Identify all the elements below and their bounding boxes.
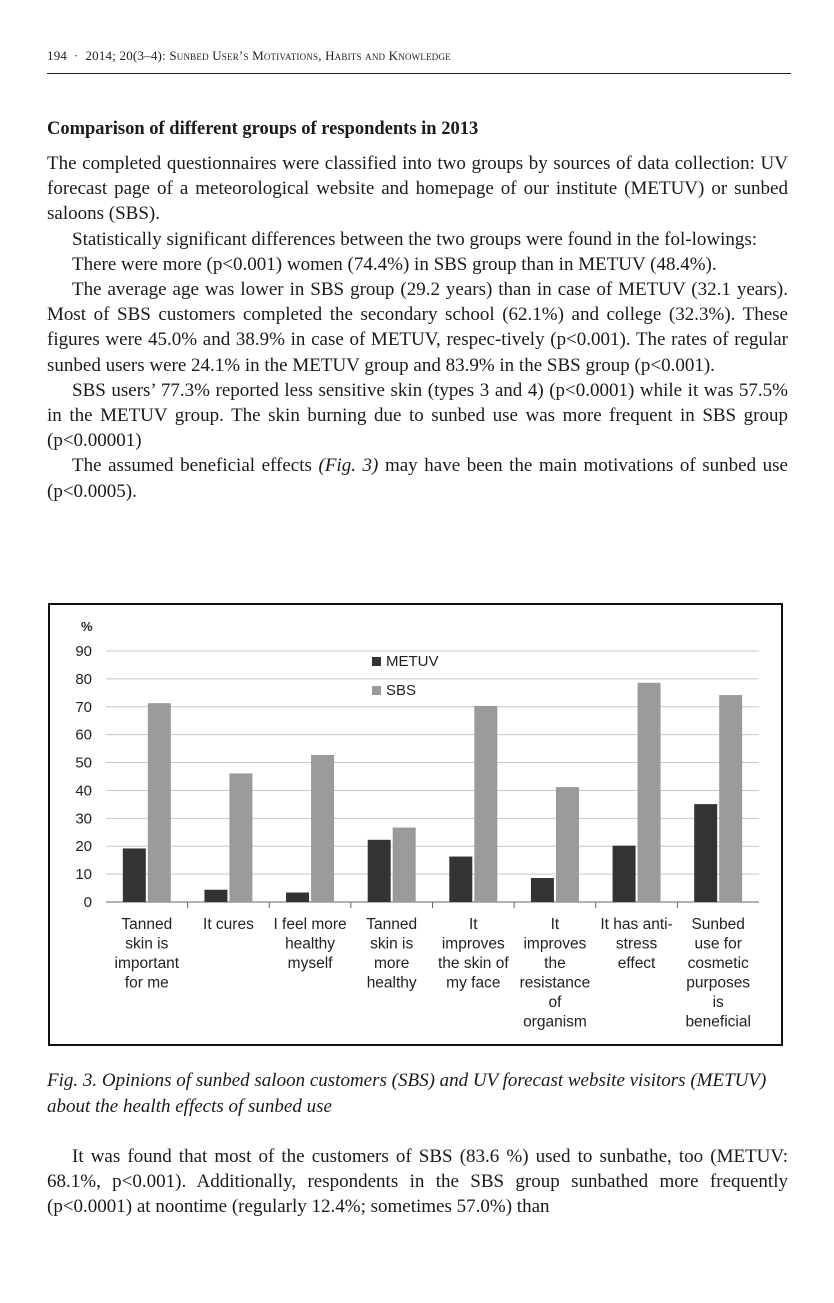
category-label: beneficial <box>685 1013 751 1031</box>
y-axis-unit-label: % <box>81 619 93 634</box>
category-label: for me <box>124 974 169 992</box>
category-label: use for <box>694 935 742 953</box>
category-label: effect <box>617 955 656 972</box>
category-label: Sunbed <box>691 916 745 933</box>
bar-metuv <box>204 890 227 902</box>
category-label: more <box>374 955 410 972</box>
bar-metuv <box>368 840 391 902</box>
figure-caption: Fig. 3. Opinions of sunbed saloon customers (SBS) and UV forecast website visitors (METUV) about the health effects of sunbed use <box>47 1070 767 1117</box>
bar-metuv <box>694 804 717 902</box>
paragraph: It was found that most of the customers of SBS (83.6 %) used to sunbathe, too (METUV: 68.1%, p<0.001). Additionally, respondents in the SBS group sunbathed more frequently (p<0.0001) at noontime (regularly 12.4%; sometimes 57.0%) than <box>47 1146 788 1218</box>
category-label: cosmetic <box>687 955 749 972</box>
y-tick-label: 40 <box>75 782 92 800</box>
paragraph-figure-reference <box>47 453 788 503</box>
category-label: resistance <box>519 974 591 992</box>
header-separator: · <box>74 48 79 63</box>
category-label: skin is <box>125 935 169 953</box>
body-text-bottom <box>47 1144 788 1220</box>
bar-metuv <box>123 848 146 902</box>
category-label: the skin of <box>437 955 509 972</box>
running-title: Sunbed User’s Motivations, Habits and Knowledge <box>169 48 451 63</box>
section-title: Comparison of different groups of respondents in 2013 <box>47 119 479 139</box>
paragraph: Statistically significant differences between the two groups were found in the fol-lowings: <box>72 228 758 250</box>
category-label: Tanned <box>121 916 173 933</box>
bar-sbs <box>148 703 171 902</box>
running-header <box>47 48 791 64</box>
category-label: organism <box>523 1013 587 1031</box>
category-label: improves <box>441 935 505 953</box>
body-text-top <box>47 151 788 504</box>
bar-sbs <box>556 787 579 902</box>
category-label: skin is <box>370 935 414 953</box>
page-number: 194 <box>47 48 68 63</box>
category-label: of <box>548 994 562 1011</box>
category-label: Tanned <box>366 916 418 933</box>
y-tick-label: 50 <box>75 754 92 772</box>
y-tick-label: 60 <box>75 726 92 744</box>
bar-sbs <box>311 755 334 902</box>
category-label: It cures <box>203 916 254 933</box>
y-tick-label: 30 <box>75 810 92 828</box>
y-tick-label: 0 <box>83 894 92 911</box>
category-label: improves <box>523 935 587 953</box>
header-rule <box>47 73 791 74</box>
category-label: my face <box>446 974 501 992</box>
category-label: healthy <box>285 935 336 953</box>
category-label: is <box>712 994 724 1011</box>
category-label: healthy <box>366 974 417 992</box>
bar-sbs <box>719 695 742 902</box>
paragraph: The average age was lower in SBS group (29.2 years) than in case of METUV (32.1 years). Most of SBS customers completed the secondary school (62.1%) and college (32.3%). These figures were 45.0% and 38.9% in case of METUV, respec-tively (p<0.001). The rates of regular sunbed users were 24.1% in the METUV group and 83.9% in the SBS group (p<0.001). <box>47 279 788 376</box>
category-label: It <box>550 916 560 933</box>
y-tick-label: 10 <box>75 866 92 884</box>
paragraph: SBS users’ 77.3% reported less sensitive skin (types 3 and 4) (p<0.0001) while it was 57.5% in the METUV group. The skin burning due to sunbed use was more frequent in SBS group (p<0.00001) <box>47 379 788 452</box>
bar-metuv <box>613 846 636 902</box>
figure-3-chart <box>48 603 783 1046</box>
category-label: I feel more <box>273 916 347 933</box>
category-label: stress <box>615 935 658 953</box>
bar-chart <box>50 605 781 1044</box>
paragraph: There were more (p<0.001) women (74.4%) in SBS group than in METUV (48.4%). <box>72 253 717 275</box>
bar-sbs <box>393 828 416 902</box>
y-tick-label: 90 <box>75 643 92 660</box>
paragraph-text: may have been the main motivations of sunbed use (p<0.0005). <box>47 455 788 502</box>
category-label: the <box>544 955 566 972</box>
paragraph: The completed questionnaires were classified into two groups by sources of data collection: UV forecast page of a meteorological website and homepage of our institute (METUV) or sunbed saloons (SBS). <box>47 153 788 225</box>
paragraph-text: The assumed beneficial effects <box>72 455 319 477</box>
legend-label-sbs: SBS <box>386 682 417 699</box>
bar-sbs <box>229 773 252 902</box>
y-tick-label: 80 <box>75 670 92 688</box>
category-label: important <box>114 955 180 972</box>
bar-metuv <box>286 893 309 902</box>
y-tick-label: 70 <box>75 698 92 716</box>
figure-reference: (Fig. 3) <box>318 455 379 477</box>
journal-issue: 2014; 20(3–4): <box>85 48 166 63</box>
category-label: It <box>469 916 478 933</box>
bar-sbs <box>638 683 661 902</box>
legend-swatch-sbs <box>372 686 381 695</box>
bar-sbs <box>474 706 497 902</box>
bar-metuv <box>449 857 472 902</box>
category-label: purposes <box>686 974 751 992</box>
category-label: It has anti- <box>600 916 673 933</box>
legend-swatch-metuv <box>372 657 381 666</box>
y-tick-label: 20 <box>75 838 92 856</box>
category-label: myself <box>287 955 333 972</box>
bar-metuv <box>531 878 554 902</box>
legend-label-metuv: METUV <box>386 653 439 670</box>
